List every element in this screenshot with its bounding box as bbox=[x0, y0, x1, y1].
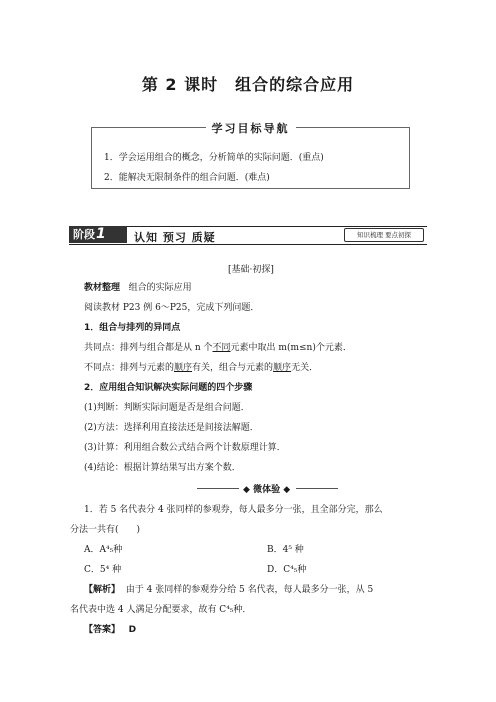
objectives-heading: 学习目标导航 bbox=[91, 117, 410, 136]
difference-point: 不同点：排列与元素的顺序有关，组合与元素的顺序无关． bbox=[84, 363, 319, 373]
common-point: 共同点：排列与组合都是从 n 个不同元素中取出 m(m≤n)个元素． bbox=[84, 343, 352, 353]
textbook-line: 教材整理 组合的实际应用 bbox=[84, 283, 192, 293]
step-item: (1)判断：判断实际问题是否是组合问题． bbox=[84, 403, 250, 413]
question-text: 分法一共有( ) bbox=[70, 525, 141, 535]
answer-line: 【答案】 D bbox=[84, 625, 137, 635]
divider-left bbox=[197, 488, 239, 489]
step-item: (3)计算：利用组合数公式结合两个计数原理计算． bbox=[84, 443, 286, 453]
section-tag: [基础·初探] bbox=[228, 265, 274, 275]
option-c: C．5⁴ 种 bbox=[84, 565, 122, 575]
objective-item: 1．学会运用组合的概念，分析简单的实际问题．(重点) bbox=[104, 153, 324, 163]
stage-label: 阶段1 bbox=[69, 226, 127, 243]
divider-right bbox=[296, 488, 338, 489]
stage-title: 认知 预习 质疑 bbox=[134, 231, 216, 244]
option-b: B．4⁵ 种 bbox=[267, 545, 304, 555]
heading-1: 1．组合与排列的异同点 bbox=[84, 323, 181, 333]
objective-item: 2．能解决无限制条件的组合问题．(难点) bbox=[104, 173, 270, 183]
reading-line: 阅读教材 P23 例 6～P25，完成下列问题． bbox=[84, 303, 260, 313]
step-item: (2)方法：选择利用直接法还是间接法解题． bbox=[84, 423, 259, 433]
step-item: (4)结论：根据计算结果写出方案个数． bbox=[84, 463, 241, 473]
question-text: 1．若 5 名代表分 4 张同样的参观券，每人最多分一张，且全部分完，那么 bbox=[84, 505, 383, 515]
heading-2: 2．应用组合知识解决实际问题的四个步骤 bbox=[84, 383, 253, 393]
page-title: 第 2 课时 组合的综合应用 bbox=[141, 75, 355, 94]
mini-exercise-label: ◆ 微体验 ◆ bbox=[243, 485, 291, 495]
option-d: D．C⁴₅种 bbox=[267, 565, 307, 575]
stage-tag: 知识梳理 要点初探 bbox=[344, 228, 424, 242]
option-a: A．A⁴₅种 bbox=[84, 545, 123, 555]
analysis-line: 【解析】 由于 4 张同样的参观券分给 5 名代表，每人最多分一张，从 5 bbox=[84, 585, 374, 595]
analysis-line: 名代表中选 4 人满足分配要求，故有 C⁴₅种． bbox=[70, 605, 252, 615]
